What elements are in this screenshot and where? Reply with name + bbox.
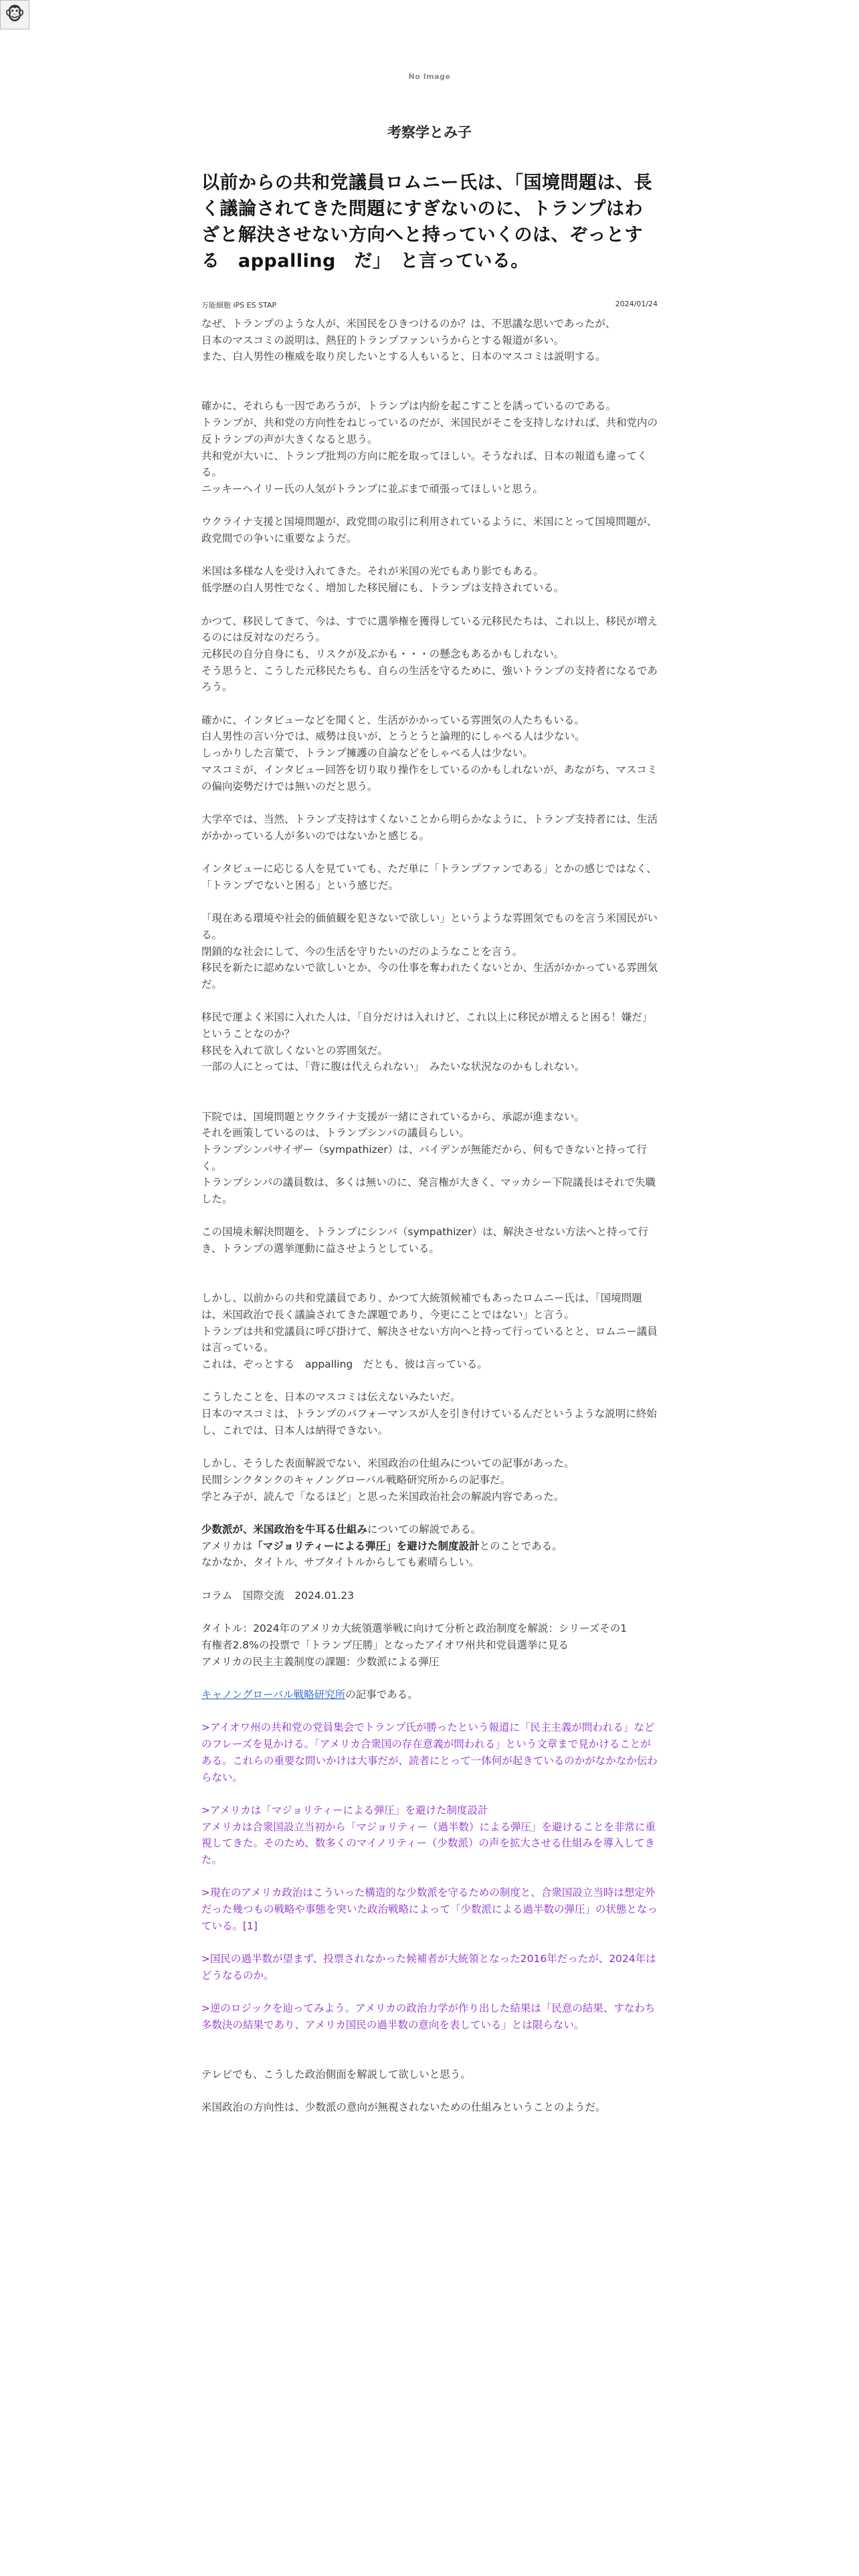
paragraph: [201, 316, 658, 365]
quote-text: >現在のアメリカ政治はこういった構造的な少数派を守るための制度と、合衆国設立当時は想定外だった幾つもの戦略や事態を突いた政治戦略によって「少数派による過半数の弾圧」の状態となっている。[1]: [201, 1887, 658, 1932]
paragraph: [201, 811, 658, 844]
text-line: [201, 1687, 658, 1703]
text-line: 白人男性の言い分では、威勢は良いが、とうとうと論理的にしゃべる人は少ない。: [201, 730, 585, 743]
text-line: [201, 1521, 658, 1538]
text-line: 元移民の自分自身にも、リスクが及ぶかも・・・の懸念もあるかもしれない。: [201, 647, 565, 660]
blog-title[interactable]: 考察学とみ子: [387, 124, 472, 140]
text-line: トランプが、共和党の方向性をねじっているのだが、米国民がそこを支持しなければ、共和党内の反トランプの声が大きくなると思う。: [201, 417, 658, 445]
text-line: しかし、以前からの共和党議員であり、かつて大統領候補でもあったロムニー氏は、「国境問題は、米国政治で長く議論されてきた課題であり、今更にことではない」と言う。: [201, 1292, 642, 1321]
quote-text: アメリカは合衆国設立当初から「マジョリティー（過半数）による弾圧」を避けることを非常に重視してきた。そのため、数多くのマイノリティー（少数派）の声を拡大させる仕組みを導入してきた。: [201, 1820, 656, 1866]
text-line: それを画策しているのは、トランプシンパの議員らしい。: [201, 1127, 470, 1140]
text-line: トランプシンパの議員数は、多くは無いのに、発言権が大きく、マッカシー下院議長はそれで失職した。: [201, 1176, 656, 1206]
text-line: こうしたことを、日本のマスコミは伝えないみたいだ。: [201, 1391, 461, 1404]
text-line: タイトル：2024年のアメリカ大統領選挙戦に向けて分析と政治制度を解説：シリーズその1: [201, 1622, 628, 1635]
post-date: 2024/01/24: [615, 300, 658, 308]
text-span: アメリカは: [201, 1539, 253, 1552]
text-line: 閉鎖的な社会にして、今の生活を守りたいのだのようなことを言う。: [201, 945, 523, 958]
text-line: インタビューに応じる人を見ていても、ただ単に「トランプファンである」とかの感じではなく、「トランプでないと困る」という感じだ。: [201, 863, 657, 891]
paragraph: [201, 1009, 658, 1075]
thumbnail-image[interactable]: [0, 0, 29, 29]
bold-phrase: 「マジョリティーによる弾圧」を避けた制度設計: [252, 1539, 480, 1552]
bold-phrase: 少数派が、米国政治を牛耳る仕組み: [201, 1523, 368, 1536]
text-line: また、白人男性の権威を取り戻したいとする人もいると、日本のマスコミは説明する。: [201, 350, 606, 363]
paragraph: [201, 861, 658, 893]
text-line: しかし、そうした表面解説でない、米国政治の仕組みについての記事があった。: [201, 1457, 575, 1470]
text-line: 米国は多様な人を受け入れてきた。それが米国の光でもあり影でもある。: [201, 565, 544, 578]
text-line: 下院では、国境問題とウクライナ支援が一緒にされているから、承認が進まない。: [201, 1110, 585, 1123]
source-link[interactable]: キャノングローバル戦略研究所: [201, 1689, 346, 1701]
quote-text: >アイオワ州の共和党の党員集会でトランプ氏が勝ったという報道に「民主主義が問われる」などのフレーズを見かける。「アメリカ合衆国の存在意義が問われる」という文章まで見かけることがある。これらの重要な問いかけは大事だが、読者にとって一体何が起きているのかがなかなか伝わらない。: [201, 1721, 658, 1784]
text-line: 確かに、それらも一因であろうが、トランプは内紛を起こすことを誘っているのである。: [201, 400, 617, 413]
paragraph: [201, 514, 658, 546]
text-line: トランプは共和党議員に呼び掛けて、解決させない方向へと持って行っているとと、ロムニー議員は言っている。: [201, 1325, 658, 1354]
paragraph: [201, 1455, 658, 1505]
text-line: なかなか、タイトル、サブタイトルからしても素晴らしい。: [201, 1556, 480, 1569]
category-link[interactable]: 万能細胞 iPS ES STAP: [201, 301, 277, 310]
text-line: 共和党が大いに、トランプ批判の方向に舵を取ってほしい。そうなれば、日本の報道も違ってくる。: [201, 449, 648, 479]
column-info: コラム 国際交流 2024.01.23: [201, 1589, 355, 1602]
quote-block: [201, 1885, 658, 1934]
paragraph: [201, 1389, 658, 1438]
text-line: 日本のマスコミの説明は、熱狂的トランプファンいうからとする報道が多い。: [201, 334, 565, 346]
quote-text: >逆のロジックを辿ってみよう。アメリカの政治力学が作り出した結果は「民意の結果、すなわち多数決の結果であり、アメリカ国民の過半数の意向を表している」とは限らない。: [201, 2002, 656, 2032]
text-line: 有権者2.8%の投票で「トランプ圧勝」となったアイオワ州共和党員選挙に見る: [201, 1638, 569, 1651]
paragraph: [201, 2099, 658, 2116]
quote-block: [201, 1719, 658, 1786]
paragraph: [201, 910, 658, 993]
text-line: 確かに、インタビューなどを聞くと、生活がかかっている雰囲気の人たちもいる。: [201, 714, 585, 726]
text-line: アメリカの民主主義制度の課題：少数派による弾圧: [201, 1655, 440, 1668]
text-line: 低学歴の白人男性でなく、増加した移民層にも、トランプは支持されている。: [201, 582, 565, 595]
text-line: 一部の人にとっては、「背に腹は代えられない」 みたいな状況なのかもしれない。: [201, 1061, 585, 1073]
text-line: 移民で運よく米国に入れた人は、「自分だけは入れけど、これ以上に移民が増えると困る！嫌だ」 ということなのか？: [201, 1011, 658, 1041]
paragraph: [201, 1109, 658, 1208]
text-line: なぜ、トランプのような人が、米国民をひきつけるのか？は、不思議な思いであったが、: [201, 318, 616, 330]
text-span: の記事である。: [345, 1689, 418, 1701]
text-line: 民間シンクタンクのキャノングローバル戦略研究所からの記事だ。: [201, 1473, 510, 1486]
text-line: 米国政治の方向性は、少数派の意向が無視されないための仕組みということのようだ。: [201, 2101, 606, 2114]
text-line: そう思うと、こうした元移民たちも、自らの生活を守るために、強いトランプの支持者になるであろう。: [201, 664, 658, 693]
quote-text: >アメリカは「マジョリティーによる弾圧」を避けた制度設計: [201, 1804, 488, 1816]
no-image-placeholder: No Image: [408, 72, 451, 81]
paragraph: [201, 2066, 658, 2083]
quote-text: >国民の過半数が望まず、投票されなかった候補者が大統領となった2016年だったが、2024年はどうなるのか。: [201, 1953, 656, 1981]
text-line: 大学卒では、当然、トランプ支持はすくないことから明らかなように、トランプ支持者には、生活がかかっている人が多いのではないかと感じる。: [201, 813, 658, 842]
text-line: この国境未解決問題を、トランプにシンパ（sympathizer）は、解決させない方法へと持って行き、トランプの選挙運動に益させようとしている。: [201, 1226, 648, 1255]
paragraph: [201, 1687, 658, 1703]
text-line: 日本のマスコミは、トランプのパフォーマンスが人を引き付けているんだというような説明に終始し、これでは、日本人は納得できない。: [201, 1408, 657, 1436]
quote-block: [201, 1802, 658, 1868]
cartoon-face-icon: 🐵: [4, 5, 25, 25]
article-headline: 以前からの共和党議員ロムニー氏は、「国境問題は、長く議論されてきた問題にすぎないのに、トランプはわざと解決させない方向へと持っていくのは、ぞっとする appalling だ」 と言っている。: [201, 173, 652, 272]
text-line: 学とみ子が、読んで「なるほど」と思った米国政治社会の解説内容であった。: [201, 1490, 565, 1503]
paragraph: [201, 1521, 658, 1571]
paragraph: [201, 1290, 658, 1373]
quote-block: [201, 2000, 658, 2033]
paragraph: [201, 398, 658, 497]
article: [201, 170, 658, 2133]
text-line: テレビでも、こうした政治側面を解説して欲しいと思う。: [201, 2068, 471, 2081]
paragraph: [201, 1224, 658, 1257]
text-line: [201, 1538, 658, 1555]
text-line: しっかりした言葉で、トランプ擁護の自論などをしゃべる人は少ない。: [201, 747, 533, 760]
text-line: かつて、移民してきて、今は、すでに選挙権を獲得している元移民たちは、これ以上、移民が増えるのには反対なのだろう。: [201, 615, 658, 644]
text-line: ニッキーヘイリー氏の人気がトランプに並ぶまで頑張ってほしいと思う。: [201, 483, 543, 495]
text-line: ウクライナ支援と国境問題が、政党間の取引に利用されているように、米国にとって国境問題が、政党間での争いに重要なようだ。: [201, 516, 658, 545]
paragraph: [201, 563, 658, 596]
paragraph: [201, 1588, 658, 1604]
quote-block: [201, 1951, 658, 1983]
article-meta: [201, 300, 658, 310]
text-line: 移民を入れて欲しくないとの雰囲気だ。: [201, 1044, 389, 1057]
text-line: 移民を新たに認めないで欲しいとか、今の仕事を奪われたくないとか、生活がかかっている雰囲気だ。: [201, 962, 658, 990]
paragraph: [201, 712, 658, 795]
paragraph: [201, 613, 658, 696]
text-line: 「現在ある環境や社会的価値観を犯さないで欲しい」というような雰囲気でものを言う米国民がいる。: [201, 912, 658, 941]
text-line: これは、ぞっとする appalling だとも、彼は言っている。: [201, 1358, 488, 1371]
paragraph: [201, 1620, 658, 1670]
text-line: マスコミが、インタビュー回答を切り取り操作をしているのかもしれないが、あながち、マスコミの偏向姿勢だけでは無いのだと思う。: [201, 763, 658, 792]
text-line: トランプシンパサイザー（sympathizer）は、バイデンが無能だから、何もできないと持って行く。: [201, 1143, 647, 1172]
text-span: についての解説である。: [367, 1523, 482, 1536]
text-span: とのことである。: [479, 1539, 563, 1552]
